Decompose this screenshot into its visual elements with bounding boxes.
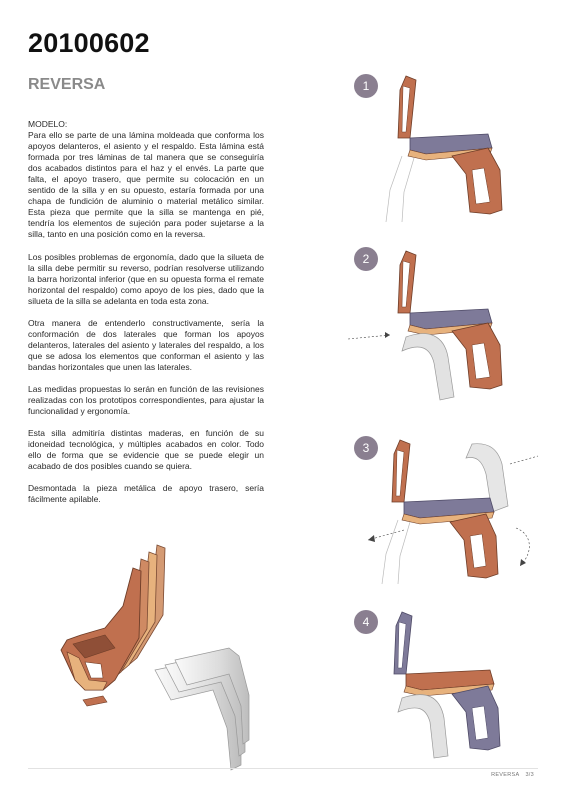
paragraph-6: Desmontada la pieza metálica de apoyo trasero, sería fácilmente apilable.: [28, 483, 264, 505]
stacked-chairs-drawing: [45, 540, 260, 775]
step-number-badge: 2: [354, 247, 378, 271]
paragraph-1: Para ello se parte de una lámina moldeada que conforma los apoyos delanteros, el asiento y el respaldo. Esta lámina está formada por tres láminas de tal manera que se conseguiría dos acabados distintos para el haz y el envés. La parte que falta, el apoyo trasero, que permite su colocación en un sentido de la silla y en su opuesto, estaría formada por una chapa de fundición de aluminio o material metálico similar. Esta pieza que permite que la silla se mantenga en pié, tendría los elementos de sujeción para poder sujetarse a la silla, tanto en una posición como en la reversa.: [28, 130, 264, 240]
chair-diagram-1: [340, 74, 550, 224]
paragraph-2: Los posibles problemas de ergonomía, dado que la silueta de la silla debe permitir su reverso, podrían resolverse utilizando la barra horizontal inferior (que en su opuesta forma el remate horizontal del respaldo) como apoyo de los pies, dado que la silueta de la silla se adelanta en toda esta zona.: [28, 251, 264, 306]
page-number: 3/3: [525, 772, 534, 778]
step-number-badge: 1: [354, 74, 378, 98]
footer-divider: [28, 768, 538, 769]
stacked-chairs-illustration: [45, 540, 260, 775]
step-4-illustration: [340, 610, 550, 760]
footer-label: REVERSA: [491, 772, 520, 778]
section-heading: MODELO:: [28, 119, 68, 129]
paragraph-3: Otra manera de entenderlo constructivamente, sería la conformación de dos laterales que forman los apoyos delanteros, laterales del asiento y laterales del respaldo, a los que se adosa los elementos que conforman el asiento y las bandas horizontales que unen las laterales.: [28, 317, 264, 372]
page-footer: [485, 772, 534, 778]
document-title: 20100602: [28, 28, 150, 58]
step-1-illustration: [340, 74, 550, 224]
paragraph-4: Las medidas propuestas lo serán en función de las revisiones realizadas con los prototipos correspondientes, para ajustar la funcionalidad y ergonomía.: [28, 383, 264, 417]
step-2-illustration: [340, 247, 550, 402]
step-number-badge: 4: [354, 610, 378, 634]
step-number-badge: 3: [354, 436, 378, 460]
step-3-illustration: [340, 436, 550, 586]
chair-diagram-4: [340, 610, 550, 760]
chair-diagram-3: [340, 436, 550, 586]
paragraph-5: Esta silla admitiría distintas maderas, en función de su idoneidad tecnológica, y múltiples acabados en color. Todo ello de forma que se evidencie que se puede elegir un acabado de dos posibles cuando se quiera.: [28, 428, 264, 472]
document-subtitle: REVERSA: [28, 76, 106, 93]
description-text: [28, 119, 264, 505]
chair-diagram-2: [340, 247, 550, 402]
